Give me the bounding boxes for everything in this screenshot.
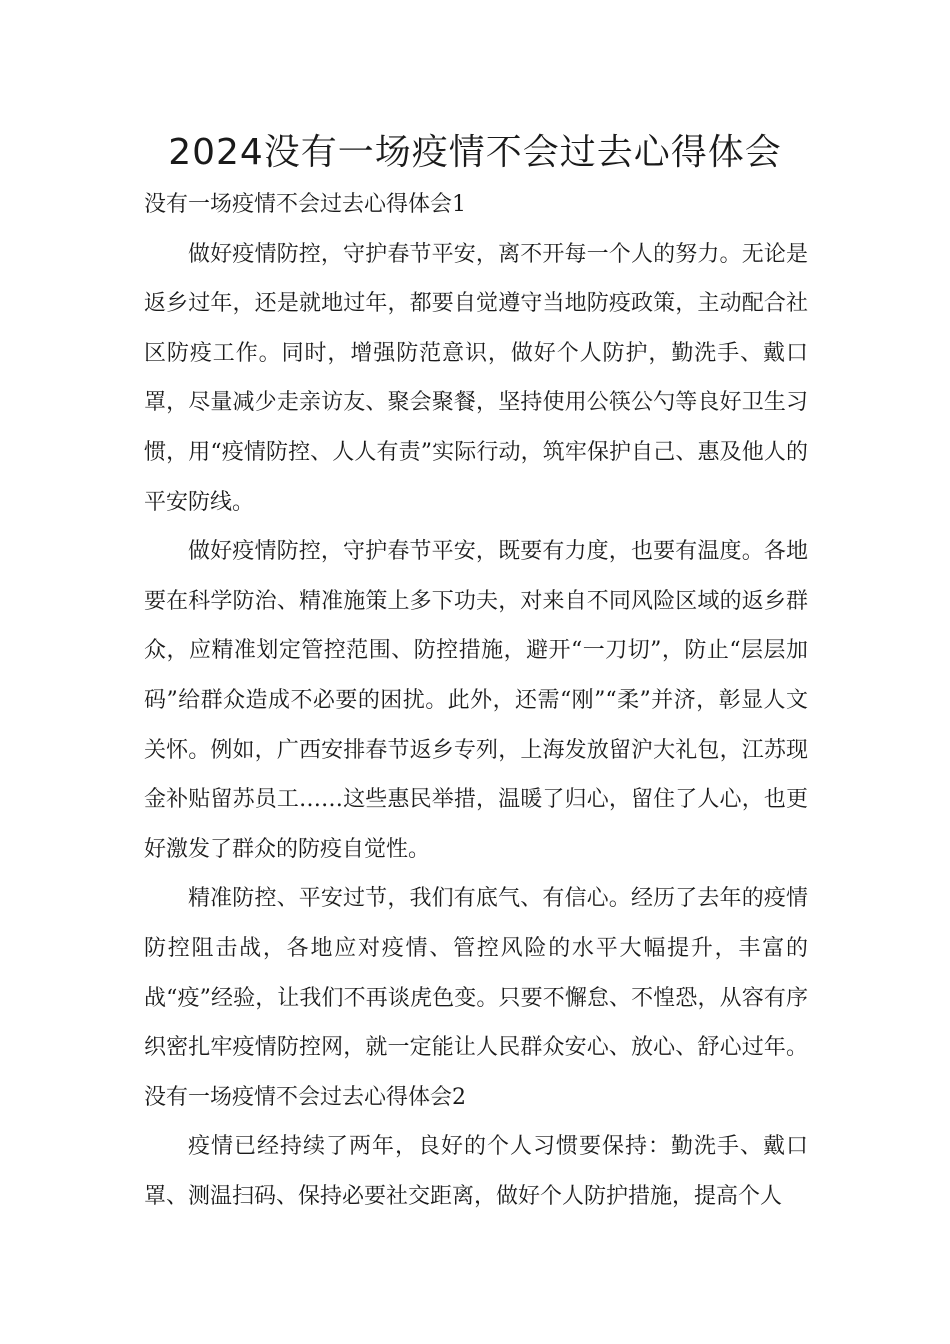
document-body xyxy=(144,180,808,1221)
paragraph-2: 做好疫情防控，守护春节平安，既要有力度，也要有温度。各地要在科学防治、精准施策上多下功夫，对来自不同风险区域的返乡群众，应精准划定管控范围、防控措施，避开“一刀切”，防止“层层加码”给群众造成不必要的困扰。此外，还需“刚”“柔”并济，彰显人文关怀。例如，广西安排春节返乡专列，上海发放留沪大礼包，江苏现金补贴留苏员工……这些惠民举措，温暖了归心，留住了人心，也更好激发了群众的防疫自觉性。 xyxy=(144,539,808,862)
paragraph-3-text: 精准防控、平安过节，我们有底气、有信心。经历了去年的疫情防控阻击战，各地应对疫情、管控风险的水平大幅提升，丰富的战“疫”经验，让我们不再谈虎色变。只要不懈怠、不惶恐，从容有序织密扎牢疫情防控网，就一定能让人民群众安心、放心、舒心过年。 xyxy=(144,886,808,1061)
section-heading-1: 没有一场疫情不会过去心得体会1 xyxy=(144,192,466,217)
section-heading-2: 没有一场疫情不会过去心得体会2 xyxy=(144,1084,466,1110)
paragraph-1: 做好疫情防控，守护春节平安，离不开每一个人的努力。无论是返乡过年，还是就地过年，都要自觉遵守当地防疫政策，主动配合社区防疫工作。同时，增强防范意识，做好个人防护，勤洗手、戴口罩，尽量减少走亲访友、聚会聚餐，坚持使用公筷公勺等良好卫生习惯，用“疫情防控、人人有责”实际行动，筑牢保护自己、惠及他人的平安防线。 xyxy=(144,241,808,515)
paragraph-3 xyxy=(144,874,808,1122)
document-title: 2024没有一场疫情不会过去心得体会 xyxy=(168,132,782,173)
paragraph-4: 疫情已经持续了两年，良好的个人习惯要保持：勤洗手、戴口罩、测温扫码、保持必要社交距离，做好个人防护措施，提高个人 xyxy=(144,1134,808,1209)
